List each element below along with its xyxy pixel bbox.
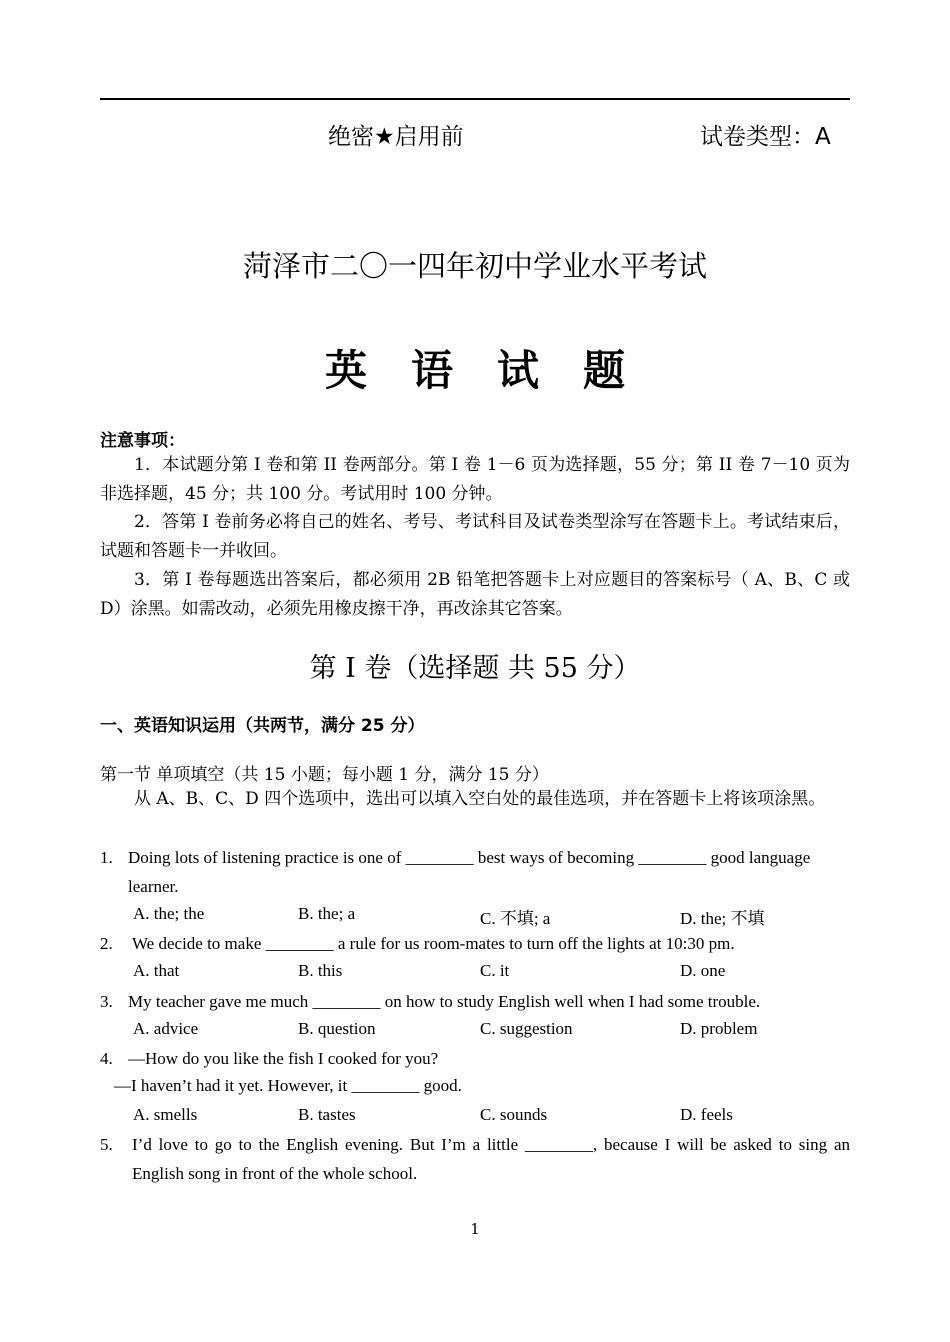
- option-a: A. advice: [133, 1019, 199, 1038]
- question-number: 2.: [100, 934, 113, 953]
- question-text: —How do you like the fish I cooked for you?: [128, 1049, 439, 1068]
- option-d: D. problem: [680, 1019, 758, 1038]
- instruction: 从 A、B、C、D 四个选项中，选出可以填入空白处的最佳选项，并在答题卡上将该项涂黑。: [134, 789, 826, 809]
- question-text: I’d love to go to the English evening. But I’m a little ________, because I will be asked to sing an English song in front of the whole school.: [132, 1135, 850, 1183]
- option-a: A. that: [133, 961, 180, 980]
- question-text: Doing lots of listening practice is one of ________ best ways of becoming ________ good language learner.: [128, 848, 811, 896]
- part-title: 一、英语知识运用（共两节，满分 25 分）: [100, 716, 425, 736]
- option-c: C. sounds: [480, 1105, 548, 1124]
- question-3: [100, 987, 855, 1016]
- note-item-3: 3．第 I 卷每题选出答案后，都必须用 2B 铅笔把答题卡上对应题目的答案标号（ A、B、C 或 D）涂黑。如需改动，必须先用橡皮擦干净，再改涂其它答案。: [100, 570, 850, 619]
- notes-heading: 注意事项：: [100, 431, 185, 451]
- option-d: D. the; 不填: [680, 909, 765, 928]
- question-2: [100, 929, 855, 958]
- exam-title: 菏泽市二〇一四年初中学业水平考试: [242, 249, 707, 283]
- question-text: We decide to make ________ a rule for us room-mates to turn off the lights at 10:30 pm.: [132, 934, 735, 953]
- option-c: C. it: [480, 961, 510, 980]
- option-b: B. question: [298, 1019, 376, 1038]
- note-item-1: 1．本试题分第 I 卷和第 II 卷两部分。第 I 卷 1－6 页为选择题，55 分；第 II 卷 7－10 页为非选择题，45 分；共 100 分。考试用时 100 分钟。: [100, 455, 850, 504]
- volume-title: 第 I 卷（选择题 共 55 分）: [309, 653, 641, 684]
- option-c: C. 不填; a: [480, 909, 551, 928]
- option-d: D. feels: [680, 1105, 733, 1124]
- subject-title: 英语试题: [324, 346, 669, 395]
- option-a: A. the; the: [133, 904, 205, 923]
- question-1: [100, 843, 855, 901]
- confidential-label: 绝密★启用前: [328, 124, 464, 150]
- option-b: B. this: [298, 961, 343, 980]
- option-b: B. the; a: [298, 904, 356, 923]
- question-text: My teacher gave me much ________ on how to study English well when I had some trouble.: [128, 992, 761, 1011]
- question-number: 4.: [100, 1049, 113, 1068]
- paper-type-label: 试卷类型：A: [700, 124, 831, 150]
- page-number: 1: [470, 1220, 480, 1238]
- option-b: B. tastes: [298, 1105, 356, 1124]
- question-number: 3.: [100, 992, 113, 1011]
- question-5: [100, 1130, 850, 1188]
- note-item-2: 2．答第 I 卷前务必将自己的姓名、考号、考试科目及试卷类型涂写在答题卡上。考试结束后，试题和答题卡一并收回。: [100, 512, 850, 561]
- question-number: 5.: [100, 1135, 113, 1154]
- option-c: C. suggestion: [480, 1019, 573, 1038]
- question-4-reply: —I haven’t had it yet. However, it ________ good.: [114, 1076, 462, 1095]
- option-d: D. one: [680, 961, 726, 980]
- section-title: 第一节 单项填空（共 15 小题；每小题 1 分，满分 15 分）: [100, 765, 549, 785]
- option-a: A. smells: [133, 1105, 198, 1124]
- question-number: 1.: [100, 848, 113, 867]
- question-4: [100, 1044, 855, 1073]
- top-rule: [100, 98, 850, 100]
